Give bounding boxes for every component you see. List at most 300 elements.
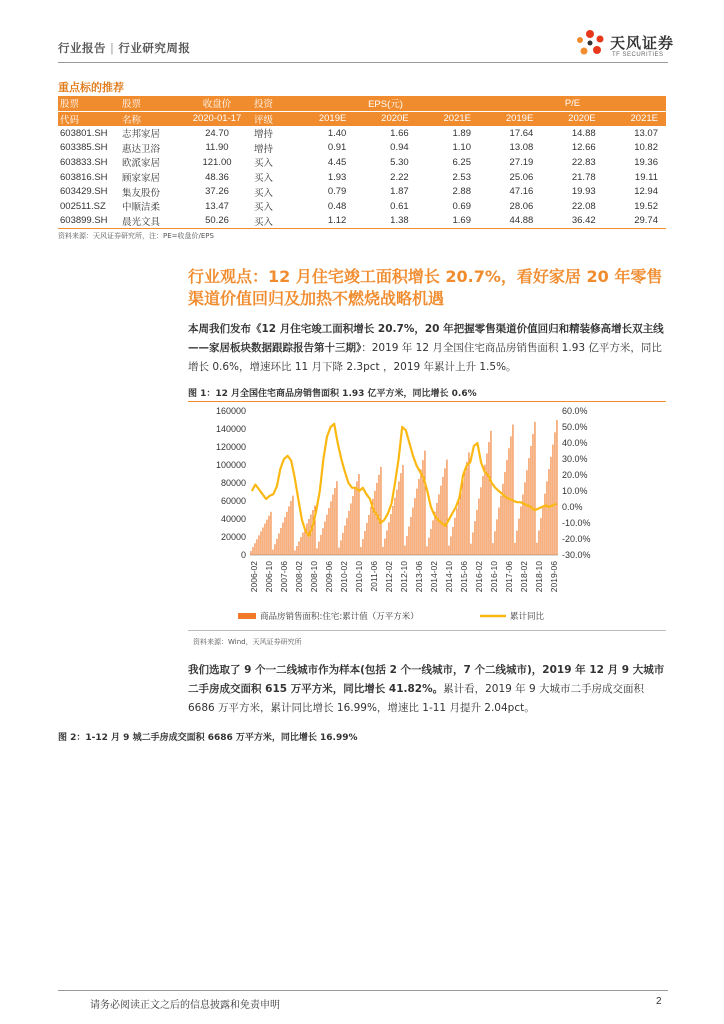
y-right-tick-label: -20.0% bbox=[562, 534, 591, 544]
bar-mark bbox=[342, 533, 343, 555]
paragraph-1 bbox=[188, 320, 666, 377]
bar-mark bbox=[402, 465, 403, 555]
cell-code: 603429.SH bbox=[60, 186, 108, 198]
bar-mark bbox=[308, 519, 309, 555]
bar-mark bbox=[336, 481, 337, 555]
bar-mark bbox=[254, 543, 255, 555]
x-tick-label: 2013-06 bbox=[414, 561, 424, 593]
bar-mark bbox=[390, 514, 391, 555]
bar-mark bbox=[478, 499, 479, 555]
cell-price: 48.36 bbox=[205, 171, 229, 183]
cell-eps-2020: 1.87 bbox=[390, 186, 409, 198]
cell-price: 50.26 bbox=[182, 214, 252, 229]
bar-mark bbox=[320, 535, 321, 555]
bar-mark bbox=[458, 499, 459, 555]
bar-mark bbox=[504, 472, 505, 555]
bar-mark bbox=[362, 539, 363, 555]
bar-mark bbox=[296, 546, 297, 555]
cell-rating: 增持 bbox=[254, 129, 274, 141]
bar-mark bbox=[534, 422, 535, 555]
bar-mark bbox=[328, 508, 329, 555]
cell-pe-2019: 17.64 bbox=[509, 127, 534, 139]
cell-rating: 买入 bbox=[254, 202, 274, 214]
th-pe-2019: 2019E bbox=[479, 111, 541, 126]
cell-rating: 增持 bbox=[254, 143, 274, 155]
bar-mark bbox=[476, 510, 477, 555]
x-tick-label: 2012-10 bbox=[399, 561, 409, 593]
cell-code: 603801.SH bbox=[60, 127, 108, 139]
bar-mark bbox=[418, 479, 419, 555]
x-tick-label: 2016-10 bbox=[489, 561, 499, 593]
bar-mark bbox=[440, 486, 441, 555]
cell-eps-2020: 2.22 bbox=[390, 171, 409, 183]
x-tick-label: 2018-02 bbox=[519, 561, 529, 593]
bar-mark bbox=[368, 515, 369, 555]
logo-name-cn: 天风证券 bbox=[610, 34, 675, 52]
bar-mark bbox=[404, 546, 405, 555]
legend-bar-swatch bbox=[238, 613, 256, 619]
bar-mark bbox=[448, 546, 449, 555]
x-tick-label: 2018-10 bbox=[534, 561, 544, 593]
bar-mark bbox=[380, 467, 381, 555]
th-eps-2019: 2019E bbox=[292, 111, 354, 126]
y-right-tick-label: 50.0% bbox=[562, 422, 588, 432]
bar-mark bbox=[414, 498, 415, 555]
bar-mark bbox=[532, 434, 533, 555]
bar-mark bbox=[282, 523, 283, 555]
bar-mark bbox=[462, 480, 463, 555]
y-right-tick-label: 20.0% bbox=[562, 470, 588, 480]
paragraph-2-text: 累计看，2019 年 9 大城市二手房成交面积6686 万平方米，累计同比增长 16.99%，增速比 1-11 月提升 2.04pct。 bbox=[188, 683, 645, 714]
cell-pe-2021: 12.94 bbox=[634, 186, 658, 198]
cell-eps-2021: 2.88 bbox=[452, 186, 471, 198]
flower-logo-icon bbox=[572, 26, 608, 62]
y-right-tick-label: 0.0% bbox=[562, 502, 583, 512]
section-title: 重点标的推荐 bbox=[58, 81, 124, 94]
page-number: 2 bbox=[656, 996, 662, 1007]
bar-mark bbox=[334, 488, 335, 555]
cell-eps-2021: 0.69 bbox=[452, 200, 471, 212]
cell-pe-2020: 14.88 bbox=[571, 127, 596, 139]
bar-mark bbox=[262, 528, 263, 555]
bar-mark bbox=[526, 470, 527, 555]
y-right-tick-label: 30.0% bbox=[562, 454, 588, 464]
bar-mark bbox=[354, 489, 355, 555]
cell-pe-2021: 10.82 bbox=[634, 142, 658, 154]
recommendation-table bbox=[58, 96, 666, 229]
cell-price: 121.00 bbox=[202, 156, 232, 168]
figure-1-bottom-rule bbox=[188, 630, 666, 631]
bar-mark bbox=[470, 544, 471, 555]
th-name-1: 股票 bbox=[120, 96, 182, 111]
bar-mark bbox=[370, 507, 371, 555]
bar-mark bbox=[294, 551, 295, 556]
y-left-tick-label: 140000 bbox=[215, 424, 246, 434]
bar-mark bbox=[356, 481, 357, 555]
cell-pe-2020: 19.93 bbox=[571, 186, 596, 198]
x-tick-label: 2006-02 bbox=[249, 561, 259, 593]
th-eps-group: EPS(元) bbox=[292, 96, 479, 111]
x-tick-label: 2008-02 bbox=[294, 561, 304, 593]
cell-eps-2020: 1.38 bbox=[354, 214, 416, 229]
bar-mark bbox=[358, 474, 359, 555]
cell-pe-2020: 12.66 bbox=[571, 142, 596, 154]
table-row bbox=[58, 184, 666, 199]
bar-mark bbox=[424, 451, 425, 555]
bar-mark bbox=[348, 511, 349, 555]
bar-mark bbox=[400, 473, 401, 555]
cell-price: 13.47 bbox=[205, 200, 229, 212]
bar-mark bbox=[392, 506, 393, 555]
y-right-tick-label: 60.0% bbox=[562, 406, 588, 416]
cell-pe-2019: 47.16 bbox=[509, 186, 534, 198]
bar-mark bbox=[488, 442, 489, 555]
bar-mark bbox=[260, 531, 261, 555]
header-separator: | bbox=[110, 41, 115, 55]
cell-rating: 买入 bbox=[254, 187, 274, 199]
bar-mark bbox=[350, 503, 351, 555]
cell-rating: 买入 bbox=[254, 173, 274, 185]
cell-pe-2020: 22.83 bbox=[571, 156, 596, 168]
bar-mark bbox=[264, 524, 265, 555]
bar-mark bbox=[516, 531, 517, 555]
figure-1-chart bbox=[188, 403, 666, 627]
bar-mark bbox=[298, 542, 299, 556]
cell-pe-2019: 44.88 bbox=[479, 214, 541, 229]
cell-eps-2021: 1.10 bbox=[452, 142, 471, 154]
header-report-subtype: 行业研究周报 bbox=[118, 41, 191, 55]
cell-name: 志邦家居 bbox=[122, 129, 161, 141]
bar-mark bbox=[284, 517, 285, 555]
cell-eps-2019: 0.91 bbox=[327, 142, 347, 154]
th-pe-group: P/E bbox=[479, 96, 666, 111]
footer-divider bbox=[58, 990, 668, 991]
y-right-tick-label: 40.0% bbox=[562, 438, 588, 448]
table-row bbox=[58, 126, 666, 141]
x-tick-label: 2008-10 bbox=[309, 561, 319, 593]
header-divider bbox=[58, 62, 668, 63]
x-tick-label: 2007-06 bbox=[279, 561, 289, 593]
table-row bbox=[58, 155, 666, 170]
cell-eps-2019: 4.45 bbox=[327, 156, 347, 168]
bar-mark bbox=[382, 547, 383, 555]
figure-1-top-rule bbox=[188, 401, 666, 402]
bar-mark bbox=[540, 518, 541, 555]
y-right-tick-label: -30.0% bbox=[562, 550, 591, 560]
cell-eps-2019: 1.93 bbox=[327, 171, 347, 183]
cell-pe-2019: 28.06 bbox=[509, 200, 534, 212]
table-header-row bbox=[58, 111, 666, 126]
figure-1-source: 资料来源：Wind，天风证券研究所 bbox=[193, 638, 302, 646]
bar-mark bbox=[292, 496, 293, 555]
x-tick-label: 2016-02 bbox=[474, 561, 484, 593]
bar-mark bbox=[492, 543, 493, 555]
cell-pe-2020: 36.42 bbox=[541, 214, 603, 229]
cell-price: 37.26 bbox=[205, 186, 229, 198]
th-eps-2021: 2021E bbox=[417, 111, 479, 126]
bar-mark bbox=[444, 468, 445, 555]
bar-mark bbox=[256, 539, 257, 555]
x-tick-label: 2011-06 bbox=[369, 561, 379, 592]
cell-name: 晨光文具 bbox=[120, 214, 182, 229]
bar-mark bbox=[290, 501, 291, 555]
bar-mark bbox=[316, 548, 317, 555]
bar-mark bbox=[340, 540, 341, 555]
footer-disclaimer: 请务必阅读正文之后的信息披露和免责申明 bbox=[90, 1000, 280, 1011]
y-left-tick-label: 60000 bbox=[220, 496, 246, 506]
cell-name: 中顺洁柔 bbox=[122, 202, 161, 214]
x-tick-label: 2015-06 bbox=[459, 561, 469, 593]
bar-mark bbox=[548, 469, 549, 555]
y-left-tick-label: 20000 bbox=[220, 532, 246, 542]
cell-pe-2019: 25.06 bbox=[509, 171, 534, 183]
x-tick-label: 2009-06 bbox=[324, 561, 334, 593]
cell-pe-2021: 13.07 bbox=[634, 127, 658, 139]
bar-mark bbox=[434, 512, 435, 555]
cell-eps-2019: 0.48 bbox=[327, 200, 347, 212]
bar-mark bbox=[430, 529, 431, 555]
bar-mark bbox=[480, 487, 481, 555]
bar-mark bbox=[454, 518, 455, 555]
bar-mark bbox=[322, 528, 323, 555]
x-tick-label: 2010-10 bbox=[354, 561, 364, 593]
bar-mark bbox=[270, 512, 271, 555]
bar-mark bbox=[524, 482, 525, 555]
cell-pe-2019: 27.19 bbox=[509, 156, 534, 168]
y-left-tick-label: 0 bbox=[240, 550, 246, 560]
bar-mark bbox=[494, 531, 495, 555]
bar-mark bbox=[278, 533, 279, 555]
table-row bbox=[58, 170, 666, 185]
y-left-tick-label: 120000 bbox=[215, 442, 246, 452]
th-price-2: 2020-01-17 bbox=[182, 111, 252, 126]
bar-mark bbox=[484, 465, 485, 555]
bar-mark bbox=[420, 470, 421, 555]
x-tick-label: 2014-02 bbox=[429, 561, 439, 593]
table-header-row bbox=[58, 96, 666, 111]
cell-eps-2021: 1.69 bbox=[417, 214, 479, 229]
cell-eps-2020: 0.61 bbox=[390, 200, 409, 212]
y-left-tick-label: 40000 bbox=[220, 514, 246, 524]
bar-mark bbox=[546, 481, 547, 555]
bar-mark bbox=[512, 425, 513, 556]
bar-mark bbox=[288, 506, 289, 555]
cell-eps-2020: 1.66 bbox=[390, 127, 409, 139]
th-eps-2020: 2020E bbox=[354, 111, 416, 126]
cell-pe-2020: 21.78 bbox=[571, 171, 596, 183]
cell-eps-2020: 5.30 bbox=[390, 156, 409, 168]
bar-mark bbox=[474, 521, 475, 555]
bar-mark bbox=[542, 506, 543, 555]
x-tick-label: 2012-02 bbox=[384, 561, 394, 593]
cell-name: 欧派家居 bbox=[122, 158, 161, 170]
x-tick-label: 2019-06 bbox=[549, 561, 559, 593]
bar-mark bbox=[552, 445, 553, 555]
bar-mark bbox=[412, 508, 413, 555]
bar-mark bbox=[352, 496, 353, 555]
table-row bbox=[58, 141, 666, 156]
bar-mark bbox=[518, 519, 519, 555]
bar-mark bbox=[498, 508, 499, 555]
cell-eps-2020: 0.94 bbox=[390, 142, 409, 154]
cell-eps-2019: 0.79 bbox=[327, 186, 347, 198]
bar-mark bbox=[472, 532, 473, 555]
bar-mark bbox=[306, 524, 307, 556]
bar-mark bbox=[338, 548, 339, 555]
cell-pe-2019: 13.08 bbox=[509, 142, 534, 154]
bar-mark bbox=[556, 420, 557, 555]
cell-code: 603385.SH bbox=[60, 142, 108, 154]
bar-mark bbox=[450, 536, 451, 555]
bar-mark bbox=[366, 523, 367, 555]
th-name-2: 名称 bbox=[120, 111, 182, 126]
cell-price: 24.70 bbox=[205, 127, 229, 139]
bar-mark bbox=[408, 527, 409, 555]
bar-mark bbox=[410, 517, 411, 555]
cell-eps-2021: 6.25 bbox=[452, 156, 471, 168]
bar-mark bbox=[464, 471, 465, 555]
bar-mark bbox=[266, 520, 267, 555]
bar-mark bbox=[388, 522, 389, 555]
bar-mark bbox=[300, 537, 301, 555]
bar-mark bbox=[364, 531, 365, 555]
bar-mark bbox=[432, 520, 433, 555]
th-rating-1: 投资 bbox=[252, 96, 292, 111]
cell-code: 603899.SH bbox=[58, 214, 120, 229]
section-headline: 行业观点：12 月住宅竣工面积增长 20.7%，看好家居 20 年零售渠道价值回归及加热不燃烧战略机遇 bbox=[188, 267, 663, 308]
cell-pe-2020: 22.08 bbox=[571, 200, 596, 212]
paragraph-1-bold: 本周我们发布《12 月住宅竣工面积增长 20.7%，20 年把握零售渠道价值回归和精装修高增长双主线——家居板块数据跟踪报告第十三期》 bbox=[188, 323, 664, 354]
bar-mark bbox=[506, 460, 507, 555]
table-source-note: 资料来源：天风证券研究所，注：PE=收盘价/EPS bbox=[58, 232, 214, 240]
bar-mark bbox=[318, 542, 319, 555]
bar-mark bbox=[312, 510, 313, 555]
table-row bbox=[58, 214, 666, 229]
bar-mark bbox=[536, 543, 537, 555]
th-pe-2020: 2020E bbox=[541, 111, 603, 126]
bar-mark bbox=[490, 431, 491, 555]
bar-mark bbox=[406, 536, 407, 555]
cell-name: 集友股份 bbox=[122, 187, 161, 199]
cell-code: 603833.SH bbox=[60, 156, 108, 168]
bar-mark bbox=[326, 515, 327, 555]
paragraph-2 bbox=[188, 661, 666, 718]
cell-pe-2021: 19.36 bbox=[634, 156, 658, 168]
bar-mark bbox=[398, 481, 399, 555]
bar-mark bbox=[544, 494, 545, 555]
bar-mark bbox=[272, 550, 273, 555]
x-tick-label: 2017-06 bbox=[504, 561, 514, 593]
cell-eps-2021: 2.53 bbox=[452, 171, 471, 183]
bar-mark bbox=[438, 494, 439, 555]
y-left-tick-label: 160000 bbox=[215, 406, 246, 416]
bar-mark bbox=[486, 453, 487, 555]
bar-mark bbox=[428, 538, 429, 555]
x-tick-label: 2006-10 bbox=[264, 561, 274, 593]
bar-mark bbox=[286, 512, 287, 555]
y-right-tick-label: -10.0% bbox=[562, 518, 591, 528]
cell-pe-2021: 19.52 bbox=[634, 200, 658, 212]
bar-mark bbox=[276, 539, 277, 555]
bar-mark bbox=[456, 508, 457, 555]
report-header bbox=[58, 40, 190, 56]
bar-mark bbox=[268, 516, 269, 555]
y-left-tick-label: 80000 bbox=[220, 478, 246, 488]
bar-mark bbox=[258, 535, 259, 555]
bar-mark bbox=[280, 528, 281, 555]
th-code-2: 代码 bbox=[58, 111, 120, 126]
bar-mark bbox=[416, 489, 417, 555]
bar-mark bbox=[520, 507, 521, 555]
th-rating-2: 评级 bbox=[252, 111, 292, 126]
bar-mark bbox=[538, 530, 539, 555]
bar-mark bbox=[514, 543, 515, 555]
th-pe-2021: 2021E bbox=[604, 111, 666, 126]
cell-code: 603816.SH bbox=[60, 171, 108, 183]
bar-mark bbox=[468, 452, 469, 555]
bar-mark bbox=[250, 551, 251, 555]
figure-1-title: 图 1：12 月全国住宅商品房销售面积 1.93 亿平方米，同比增长 0.6% bbox=[188, 389, 477, 399]
y-left-tick-label: 100000 bbox=[215, 460, 246, 470]
bar-mark bbox=[252, 547, 253, 555]
paragraph-1-text: ：2019 年 12 月全国住宅商品房销售面积 1.93 亿平方米，同比增长 0.6%，增速环比 11 月下降 2.3pct ，2019 年累计上升 1.5%。 bbox=[188, 342, 662, 373]
legend-bar-label: 商品房销售面积:住宅:累计值（万平方米） bbox=[260, 612, 419, 622]
bar-mark bbox=[436, 503, 437, 555]
logo-name-en: TF SECURITIES bbox=[612, 52, 664, 58]
bar-mark bbox=[500, 496, 501, 555]
bar-mark bbox=[466, 462, 467, 555]
bar-mark bbox=[376, 483, 377, 555]
y-right-tick-label: 10.0% bbox=[562, 486, 588, 496]
cell-pe-2021: 19.11 bbox=[634, 171, 658, 183]
bar-mark bbox=[442, 477, 443, 555]
bar-mark bbox=[482, 476, 483, 555]
bar-mark bbox=[374, 491, 375, 555]
th-code-1: 股票 bbox=[58, 96, 120, 111]
cell-eps-2021: 1.89 bbox=[452, 127, 471, 139]
bar-mark bbox=[344, 526, 345, 555]
bar-mark bbox=[360, 547, 361, 555]
bar-mark bbox=[396, 490, 397, 555]
cell-eps-2019: 1.40 bbox=[327, 127, 347, 139]
figure-2-title: 图 2：1-12 月 9 城二手房成交面积 6686 万平方米，同比增长 16.99% bbox=[58, 733, 358, 743]
bar-mark bbox=[384, 539, 385, 555]
legend-line-label: 累计同比 bbox=[510, 612, 545, 622]
bar-mark bbox=[302, 533, 303, 556]
table-row bbox=[58, 199, 666, 214]
bar-mark bbox=[274, 544, 275, 555]
bar-mark bbox=[510, 436, 511, 555]
bar-mark bbox=[446, 460, 447, 555]
cell-name: 惠达卫浴 bbox=[122, 143, 161, 155]
tf-securities-logo bbox=[572, 26, 682, 66]
bar-mark bbox=[386, 530, 387, 555]
cell-code: 002511.SZ bbox=[60, 200, 106, 212]
cell-eps-2019: 1.12 bbox=[292, 214, 354, 229]
cell-pe-2021: 29.74 bbox=[604, 214, 666, 229]
bar-mark bbox=[426, 546, 427, 555]
bar-mark bbox=[330, 501, 331, 555]
cell-name: 顾家家居 bbox=[122, 173, 161, 185]
bar-mark bbox=[508, 448, 509, 555]
bar-mark bbox=[554, 432, 555, 555]
th-price-1: 收盘价 bbox=[182, 96, 252, 111]
bar-mark bbox=[378, 475, 379, 555]
x-tick-label: 2010-02 bbox=[339, 561, 349, 593]
header-report-type: 行业报告 bbox=[58, 41, 106, 55]
bar-mark bbox=[452, 527, 453, 555]
x-tick-label: 2014-10 bbox=[444, 561, 454, 593]
